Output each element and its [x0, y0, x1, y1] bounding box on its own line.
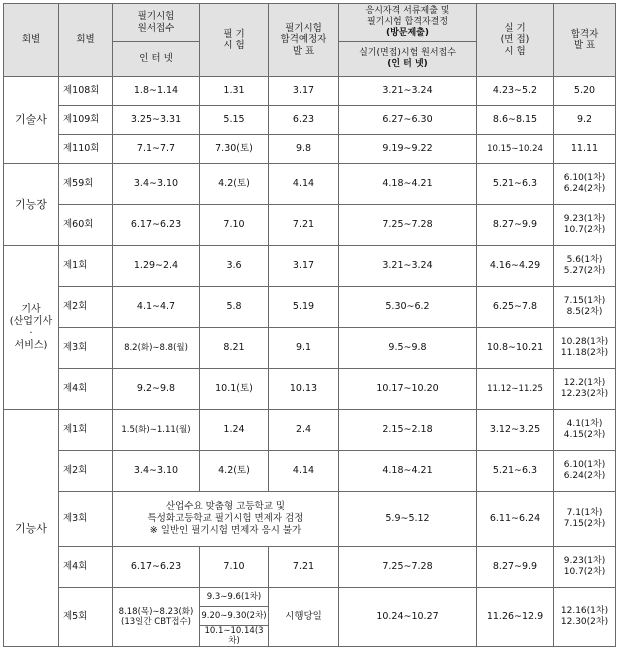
practical-exam-cell: 4.16∼4.29	[477, 246, 554, 287]
practical-apply-cell: 10.24∼10.27	[339, 588, 477, 647]
written-apply-cell: 9.2∼9.8	[113, 369, 200, 410]
group-label: 기술사	[4, 77, 59, 164]
written-apply-cell: 6.17∼6.23	[113, 547, 200, 588]
written-exam-cell: 10.1∼10.14(3차)	[200, 626, 269, 647]
written-result-cell: 10.13	[269, 369, 339, 410]
written-apply-cell: 8.18(목)∼8.23(화) (13일간 CBT접수)	[113, 588, 200, 647]
written-apply-cell: 6.17∼6.23	[113, 205, 200, 246]
written-exam-cell: 10.1(토)	[200, 369, 269, 410]
group-label: 기사 (산업기사 · 서비스)	[4, 246, 59, 410]
written-exam-cell: 5.8	[200, 287, 269, 328]
round-cell: 제59회	[59, 164, 113, 205]
written-result-cell: 7.21	[269, 547, 339, 588]
header-written-apply-sub: 인 터 넷	[113, 42, 200, 77]
group-label: 기능사	[4, 410, 59, 647]
round-cell: 제3회	[59, 328, 113, 369]
header-written-exam: 필 기 시 험	[200, 4, 269, 77]
written-exam-cell: 1.24	[200, 410, 269, 451]
exam-schedule-sheet	[3, 3, 615, 646]
final-result-cell: 9.2	[554, 106, 616, 135]
written-exam-cell: 7.30(토)	[200, 135, 269, 164]
written-apply-cell: 3.4∼3.10	[113, 164, 200, 205]
written-apply-cell: 1.8∼1.14	[113, 77, 200, 106]
practical-apply-cell: 10.17∼10.20	[339, 369, 477, 410]
round-cell: 제4회	[59, 369, 113, 410]
header-practical-apply	[339, 42, 477, 77]
group-label: 기능장	[4, 164, 59, 246]
round-cell: 제3회	[59, 492, 113, 547]
header-practical-exam: 실 기 (면 접) 시 험	[477, 4, 554, 77]
written-result-cell: 7.21	[269, 205, 339, 246]
written-result-cell: 3.17	[269, 77, 339, 106]
header-group: 회별	[4, 4, 59, 77]
header-final: 합격자 발 표	[554, 4, 616, 77]
practical-apply-cell: 6.27∼6.30	[339, 106, 477, 135]
written-exam-cell: 4.2(토)	[200, 164, 269, 205]
round-cell: 제108회	[59, 77, 113, 106]
round-cell: 제2회	[59, 451, 113, 492]
written-result-cell: 2.4	[269, 410, 339, 451]
final-result-cell: 7.15(1차) 8.5(2차)	[554, 287, 616, 328]
final-result-cell: 5.20	[554, 77, 616, 106]
practical-apply-cell: 7.25∼7.28	[339, 205, 477, 246]
written-exam-cell: 1.31	[200, 77, 269, 106]
written-result-cell: 4.14	[269, 164, 339, 205]
written-apply-cell: 3.4∼3.10	[113, 451, 200, 492]
written-result-cell: 4.14	[269, 451, 339, 492]
practical-exam-cell: 8.6∼8.15	[477, 106, 554, 135]
header-practical-apply-text: 실기(면접)시험 원서접수	[359, 48, 456, 59]
written-result-cell: 시행당일	[269, 588, 339, 647]
header-written-result: 필기시험 합격예정자 발 표	[269, 4, 339, 77]
practical-exam-cell: 8.27∼9.9	[477, 547, 554, 588]
round-cell: 제60회	[59, 205, 113, 246]
practical-apply-cell: 5.30∼6.2	[339, 287, 477, 328]
practical-exam-cell: 6.11∼6.24	[477, 492, 554, 547]
written-exam-cell: 4.2(토)	[200, 451, 269, 492]
written-exam-cell: 9.20∼9.30(2차)	[200, 607, 269, 626]
written-exam-cell: 7.10	[200, 547, 269, 588]
practical-exam-cell: 6.25∼7.8	[477, 287, 554, 328]
header-written-apply: 필기시험 원서접수	[113, 4, 200, 42]
final-result-cell: 5.6(1차) 5.27(2차)	[554, 246, 616, 287]
round-cell: 제109회	[59, 106, 113, 135]
final-result-cell: 12.16(1차) 12.30(2차)	[554, 588, 616, 647]
practical-apply-cell: 2.15∼2.18	[339, 410, 477, 451]
written-result-cell: 3.17	[269, 246, 339, 287]
exam-schedule-table	[3, 3, 616, 647]
header-docs-method: (방문제출)	[385, 27, 429, 38]
header-docs-text: 응시자격 서류제출 및 필기시험 합격자결정	[365, 6, 450, 28]
final-result-cell: 9.23(1차) 10.7(2차)	[554, 547, 616, 588]
final-result-cell: 7.1(1차) 7.15(2차)	[554, 492, 616, 547]
round-cell: 제1회	[59, 410, 113, 451]
practical-exam-cell: 10.15∼10.24	[477, 135, 554, 164]
round-cell: 제110회	[59, 135, 113, 164]
practical-apply-cell: 5.9∼5.12	[339, 492, 477, 547]
practical-exam-cell: 8.27∼9.9	[477, 205, 554, 246]
written-result-cell: 5.19	[269, 287, 339, 328]
written-apply-cell: 7.1∼7.7	[113, 135, 200, 164]
round-cell: 제5회	[59, 588, 113, 647]
written-exam-cell: 9.3∼9.6(1차)	[200, 588, 269, 607]
practical-exam-cell: 11.12∼11.25	[477, 369, 554, 410]
practical-apply-cell: 9.19∼9.22	[339, 135, 477, 164]
final-result-cell: 10.28(1차) 11.18(2차)	[554, 328, 616, 369]
final-result-cell: 11.11	[554, 135, 616, 164]
written-apply-cell: 4.1∼4.7	[113, 287, 200, 328]
final-result-cell: 9.23(1차) 10.7(2차)	[554, 205, 616, 246]
practical-exam-cell: 4.23∼5.2	[477, 77, 554, 106]
written-result-cell: 6.23	[269, 106, 339, 135]
round-cell: 제4회	[59, 547, 113, 588]
final-result-cell: 6.10(1차) 6.24(2차)	[554, 451, 616, 492]
header-docs	[339, 4, 477, 42]
practical-exam-cell: 3.12∼3.25	[477, 410, 554, 451]
practical-apply-cell: 4.18∼4.21	[339, 451, 477, 492]
written-exam-cell: 3.6	[200, 246, 269, 287]
final-result-cell: 4.1(1차) 4.15(2차)	[554, 410, 616, 451]
practical-apply-cell: 4.18∼4.21	[339, 164, 477, 205]
practical-exam-cell: 5.21∼6.3	[477, 164, 554, 205]
practical-apply-cell: 3.21∼3.24	[339, 246, 477, 287]
practical-apply-cell: 9.5∼9.8	[339, 328, 477, 369]
round-cell: 제2회	[59, 287, 113, 328]
written-exam-cell: 7.10	[200, 205, 269, 246]
practical-apply-cell: 3.21∼3.24	[339, 77, 477, 106]
exemption-note: 산업수요 맞춤형 고등학교 및 특성화고등학교 필기시험 면제자 검정 ※ 일반인 필기시험 면제자 응시 불가	[113, 492, 339, 547]
practical-exam-cell: 11.26∼12.9	[477, 588, 554, 647]
written-apply-cell: 3.25∼3.31	[113, 106, 200, 135]
written-exam-cell: 8.21	[200, 328, 269, 369]
written-exam-cell: 5.15	[200, 106, 269, 135]
final-result-cell: 12.2(1차) 12.23(2차)	[554, 369, 616, 410]
written-apply-cell: 1.29∼2.4	[113, 246, 200, 287]
final-result-cell: 6.10(1차) 6.24(2차)	[554, 164, 616, 205]
written-apply-cell: 8.2(화)∼8.8(월)	[113, 328, 200, 369]
header-round: 회별	[59, 4, 113, 77]
practical-exam-cell: 5.21∼6.3	[477, 451, 554, 492]
written-result-cell: 9.8	[269, 135, 339, 164]
written-apply-cell: 1.5(화)∼1.11(월)	[113, 410, 200, 451]
header-practical-apply-method: (인 터 넷)	[387, 59, 428, 69]
round-cell: 제1회	[59, 246, 113, 287]
written-result-cell: 9.1	[269, 328, 339, 369]
practical-apply-cell: 7.25∼7.28	[339, 547, 477, 588]
practical-exam-cell: 10.8∼10.21	[477, 328, 554, 369]
